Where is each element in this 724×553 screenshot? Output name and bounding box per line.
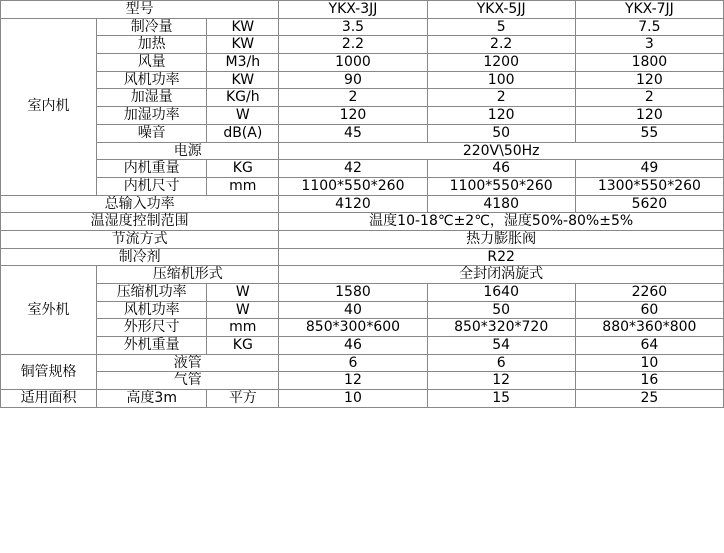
cell-noise-3: 55 — [575, 124, 723, 142]
group-label-area: 适用面积 — [1, 390, 97, 408]
table-row — [1, 177, 724, 195]
row-item-fan-power-outdoor: 风机功率 — [97, 301, 207, 319]
table-row — [1, 36, 724, 54]
header-model-label: 型号 — [1, 1, 279, 19]
table-row — [1, 71, 724, 89]
row-unit-noise: dB(A) — [207, 124, 279, 142]
cell-indoor-size-3: 1300*550*260 — [575, 177, 723, 195]
group-label-copper-pipe: 铜管规格 — [1, 354, 97, 389]
row-item-throttle: 节流方式 — [1, 230, 279, 248]
cell-airflow-1: 1000 — [279, 54, 427, 72]
cell-fan-power-outdoor-3: 60 — [575, 301, 723, 319]
cell-fan-power-indoor-3: 120 — [575, 71, 723, 89]
row-unit-fan-power-outdoor: W — [207, 301, 279, 319]
cell-indoor-size-2: 1100*550*260 — [427, 177, 575, 195]
table-row — [1, 230, 724, 248]
cell-fan-power-indoor-1: 90 — [279, 71, 427, 89]
row-item-height-3m: 高度3m — [97, 390, 207, 408]
cell-cooling-3: 7.5 — [575, 18, 723, 36]
cell-height-3m-1: 10 — [279, 390, 427, 408]
table-row — [1, 301, 724, 319]
cell-total-input-3: 5620 — [575, 195, 723, 213]
cell-total-input-2: 4180 — [427, 195, 575, 213]
cell-fan-power-outdoor-1: 40 — [279, 301, 427, 319]
cell-compressor-power-3: 2260 — [575, 284, 723, 302]
table-header-row — [1, 1, 724, 19]
cell-indoor-weight-2: 46 — [427, 160, 575, 178]
cell-outdoor-weight-1: 46 — [279, 337, 427, 355]
row-item-humidify-amount: 加湿量 — [97, 89, 207, 107]
table-row — [1, 390, 724, 408]
row-item-compressor-type: 压缩机形式 — [97, 266, 279, 284]
cell-indoor-weight-3: 49 — [575, 160, 723, 178]
cell-gas-pipe-2: 12 — [427, 372, 575, 390]
cell-compressor-power-1: 1580 — [279, 284, 427, 302]
table-row — [1, 284, 724, 302]
cell-humidify-power-2: 120 — [427, 107, 575, 125]
row-unit-humidify-amount: KG/h — [207, 89, 279, 107]
row-unit-height-3m: 平方 — [207, 390, 279, 408]
cell-outdoor-weight-3: 64 — [575, 337, 723, 355]
table-row — [1, 124, 724, 142]
table-row — [1, 337, 724, 355]
table-row — [1, 319, 724, 337]
cell-indoor-size-1: 1100*550*260 — [279, 177, 427, 195]
cell-humidify-power-3: 120 — [575, 107, 723, 125]
group-label-indoor: 室内机 — [1, 18, 97, 195]
row-unit-indoor-size: mm — [207, 177, 279, 195]
table-row — [1, 213, 724, 231]
table-row — [1, 160, 724, 178]
cell-throttle-value: 热力膨胀阀 — [279, 230, 724, 248]
cell-total-input-1: 4120 — [279, 195, 427, 213]
cell-heating-2: 2.2 — [427, 36, 575, 54]
row-unit-outdoor-weight: KG — [207, 337, 279, 355]
cell-fan-power-outdoor-2: 50 — [427, 301, 575, 319]
table-row — [1, 248, 724, 266]
cell-humidify-power-1: 120 — [279, 107, 427, 125]
cell-gas-pipe-1: 12 — [279, 372, 427, 390]
row-item-temp-hum-range: 温湿度控制范围 — [1, 213, 279, 231]
row-item-heating: 加热 — [97, 36, 207, 54]
table-row — [1, 266, 724, 284]
cell-height-3m-3: 25 — [575, 390, 723, 408]
row-item-indoor-size: 内机尺寸 — [97, 177, 207, 195]
row-item-fan-power-indoor: 风机功率 — [97, 71, 207, 89]
row-item-liquid-pipe: 液管 — [97, 354, 279, 372]
table-row — [1, 107, 724, 125]
row-item-power-supply: 电源 — [97, 142, 279, 160]
cell-gas-pipe-3: 16 — [575, 372, 723, 390]
row-item-cooling: 制冷量 — [97, 18, 207, 36]
cell-liquid-pipe-3: 10 — [575, 354, 723, 372]
cell-airflow-2: 1200 — [427, 54, 575, 72]
row-item-refrigerant: 制冷剂 — [1, 248, 279, 266]
cell-humidify-amount-1: 2 — [279, 89, 427, 107]
cell-humidify-amount-2: 2 — [427, 89, 575, 107]
header-model-1: YKX-3JJ — [279, 1, 427, 19]
row-item-humidify-power: 加湿功率 — [97, 107, 207, 125]
header-model-2: YKX-5JJ — [427, 1, 575, 19]
row-item-airflow: 风量 — [97, 54, 207, 72]
cell-fan-power-indoor-2: 100 — [427, 71, 575, 89]
row-unit-fan-power-indoor: KW — [207, 71, 279, 89]
cell-liquid-pipe-2: 6 — [427, 354, 575, 372]
cell-outdoor-size-3: 880*360*800 — [575, 319, 723, 337]
row-item-outdoor-weight: 外机重量 — [97, 337, 207, 355]
table-row — [1, 54, 724, 72]
row-item-outdoor-size: 外形尺寸 — [97, 319, 207, 337]
table-row — [1, 18, 724, 36]
cell-airflow-3: 1800 — [575, 54, 723, 72]
row-unit-airflow: M3/h — [207, 54, 279, 72]
row-unit-cooling: KW — [207, 18, 279, 36]
row-item-compressor-power: 压缩机功率 — [97, 284, 207, 302]
cell-outdoor-size-1: 850*300*600 — [279, 319, 427, 337]
cell-compressor-type-value: 全封闭涡旋式 — [279, 266, 724, 284]
cell-cooling-1: 3.5 — [279, 18, 427, 36]
cell-heating-1: 2.2 — [279, 36, 427, 54]
cell-power-supply-value: 220V\50Hz — [279, 142, 724, 160]
row-unit-compressor-power: W — [207, 284, 279, 302]
cell-refrigerant-value: R22 — [279, 248, 724, 266]
cell-indoor-weight-1: 42 — [279, 160, 427, 178]
table-row — [1, 354, 724, 372]
table-row — [1, 89, 724, 107]
table-row — [1, 372, 724, 390]
row-item-gas-pipe: 气管 — [97, 372, 279, 390]
cell-noise-1: 45 — [279, 124, 427, 142]
cell-noise-2: 50 — [427, 124, 575, 142]
row-item-noise: 噪音 — [97, 124, 207, 142]
row-unit-indoor-weight: KG — [207, 160, 279, 178]
row-item-indoor-weight: 内机重量 — [97, 160, 207, 178]
row-unit-outdoor-size: mm — [207, 319, 279, 337]
cell-cooling-2: 5 — [427, 18, 575, 36]
row-unit-humidify-power: W — [207, 107, 279, 125]
table-row — [1, 195, 724, 213]
row-unit-heating: KW — [207, 36, 279, 54]
row-item-total-input: 总输入功率 — [1, 195, 279, 213]
cell-outdoor-weight-2: 54 — [427, 337, 575, 355]
group-label-outdoor: 室外机 — [1, 266, 97, 354]
cell-outdoor-size-2: 850*320*720 — [427, 319, 575, 337]
cell-humidify-amount-3: 2 — [575, 89, 723, 107]
cell-heating-3: 3 — [575, 36, 723, 54]
header-model-3: YKX-7JJ — [575, 1, 723, 19]
cell-compressor-power-2: 1640 — [427, 284, 575, 302]
cell-liquid-pipe-1: 6 — [279, 354, 427, 372]
table-row — [1, 142, 724, 160]
cell-height-3m-2: 15 — [427, 390, 575, 408]
cell-temp-hum-range-value: 温度10-18℃±2℃，湿度50%-80%±5% — [279, 213, 724, 231]
